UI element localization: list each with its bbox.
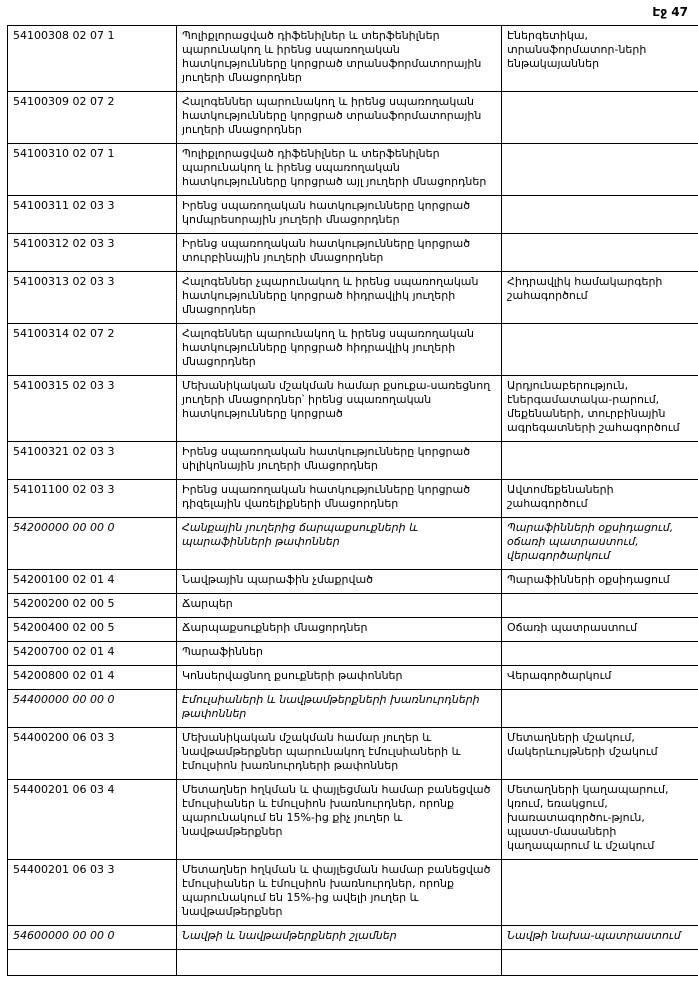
code-cell: 54100311 02 03 3 [8,196,177,234]
code-cell: 54200800 02 01 4 [8,666,177,690]
table-row [8,594,698,618]
table-row [8,518,698,570]
table-row [8,860,698,926]
description-cell: Նավթային պարաֆին չմաքրված [177,570,502,594]
code-cell: 54100308 02 07 1 [8,26,177,92]
table-row [8,570,698,594]
code-cell: 54400201 06 03 3 [8,860,177,926]
description-cell: Հանքային յուղերից ճարպաքսուքների և պարաֆինների թափոններ [177,518,502,570]
code-cell: 54100314 02 07 2 [8,324,177,376]
description-cell: Ճարպաքսուքների մնացորդներ [177,618,502,642]
note-cell [502,690,698,728]
note-cell [502,196,698,234]
code-cell: 54200400 02 00 5 [8,618,177,642]
description-cell: Մեխանիկական մշակման համար յուղեր և նավթամթերքներ պարունակող էմուլսիաների և էմուլսիոն խառնուրդների թափոններ [177,728,502,780]
table-row [8,642,698,666]
note-cell [502,642,698,666]
code-cell: 54200000 00 00 0 [8,518,177,570]
table-row [8,780,698,860]
note-cell: Հիդրավլիկ համակարգերի շահագործում [502,272,698,324]
code-cell: 54400200 06 03 3 [8,728,177,780]
table-row [8,442,698,480]
description-cell: Նավթի և նավթամթերքների շլամներ [177,926,502,950]
description-cell: Էմուլսիաների և նավթամթերքների խառնուրդների թափոններ [177,690,502,728]
code-cell: 54200100 02 01 4 [8,570,177,594]
note-cell: Օճառի պատրաստում [502,618,698,642]
description-cell: Մեխանիկական մշակման համար քսուքա-սառեցնող յուղերի մնացորդներ՝ իրենց սպառողական հատկությունները կորցրած [177,376,502,442]
description-cell: Իրենց սպառողական հատկությունները կորցրած դիզելային վառելիքների մնացորդներ [177,480,502,518]
table-row [8,376,698,442]
note-cell: Արդյունաբերություն, էներգամատակա-րարում, մեքենաների, տուրբինային ագրեգատների շահագործում [502,376,698,442]
table-row [8,926,698,950]
code-cell: 54100321 02 03 3 [8,442,177,480]
description-cell: Կոնսերվացնող քսուքների թափոններ [177,666,502,690]
table-row [8,690,698,728]
code-cell: 54100313 02 03 3 [8,272,177,324]
note-cell [502,950,698,976]
code-cell [8,950,177,976]
note-cell: Վերագործարկում [502,666,698,690]
description-cell: Իրենց սպառողական հատկությունները կորցրած տուրբինային յուղերի մնացորդներ [177,234,502,272]
note-cell: Նավթի նախա-պատրաստում [502,926,698,950]
description-cell: Մետաղներ հղկման և փայլեցման համար բանեցված էմուլսիաներ և էմուլսիոն խառնուրդներ, որոնք պարունակում են 15%-ից քիչ յուղեր և նավթամթերքներ [177,780,502,860]
table-row [8,196,698,234]
code-cell: 54100309 02 07 2 [8,92,177,144]
note-cell [502,234,698,272]
note-cell: Ավտոմեքենաների շահագործում [502,480,698,518]
code-cell: 54100310 02 07 1 [8,144,177,196]
code-cell: 54400000 00 00 0 [8,690,177,728]
description-cell: Հալոգեններ պարունակող և իրենց սպառողական հատկությունները կորցրած տրանսֆորմատորային յուղերի մնացորդներ [177,92,502,144]
table-row [8,666,698,690]
note-cell: Մետաղների կաղապարում, կռում, եռակցում, խառատագործու-թյուն, պլաստ-մասաների կաղապարում և մշակում [502,780,698,860]
code-cell: 54100312 02 03 3 [8,234,177,272]
table-row [8,144,698,196]
table-row [8,950,698,976]
note-cell [502,594,698,618]
code-cell: 54600000 00 00 0 [8,926,177,950]
description-cell: Իրենց սպառողական հատկությունները կորցրած կոմպրեսորային յուղերի մնացորդներ [177,196,502,234]
table-row [8,234,698,272]
code-cell: 54200200 02 00 5 [8,594,177,618]
description-cell [177,950,502,976]
waste-table-body [8,26,698,976]
waste-classification-table [7,25,698,976]
table-row [8,728,698,780]
table-row [8,480,698,518]
note-cell [502,324,698,376]
description-cell: Ճարպեր [177,594,502,618]
description-cell: Պարաֆիններ [177,642,502,666]
table-row [8,92,698,144]
note-cell: Պարաֆինների օքսիդացում [502,570,698,594]
note-cell [502,860,698,926]
code-cell: 54101100 02 03 3 [8,480,177,518]
table-row [8,618,698,642]
note-cell [502,442,698,480]
code-cell: 54400201 06 03 4 [8,780,177,860]
note-cell [502,92,698,144]
description-cell: Պոլիքլորացված դիֆենիլներ և տերֆենիլներ պարունակող և իրենց սպառողական հատկությունները կորցրած տրանսֆորմատորային յուղերի մնացորդներ [177,26,502,92]
note-cell: Մետաղների մշակում, մակերևույթների մշակում [502,728,698,780]
note-cell: Պարաֆինների օքսիդացում, օճառի պատրաստում, վերագործարկում [502,518,698,570]
table-row [8,272,698,324]
table-row [8,26,698,92]
page-number: Էջ 47 [652,5,688,19]
table-row [8,324,698,376]
description-cell: Պոլիքլորացված դիֆենիլներ և տերֆենիլներ պարունակող և իրենց սպառողական հատկությունները կորցրած այլ յուղերի մնացորդներ [177,144,502,196]
description-cell: Իրենց սպառողական հատկությունները կորցրած սիլիկոնային յուղերի մնացորդներ [177,442,502,480]
description-cell: Հալոգեններ չպարունակող և իրենց սպառողական հատկությունները կորցրած հիդրավլիկ յուղերի մնացորդներ [177,272,502,324]
code-cell: 54200700 02 01 4 [8,642,177,666]
note-cell: Էներգետիկա, տրանսֆորմատոր-ների ենթակայաններ [502,26,698,92]
code-cell: 54100315 02 03 3 [8,376,177,442]
description-cell: Հալոգեններ պարունակող և իրենց սպառողական հատկությունները կորցրած հիդրավլիկ յուղերի մնացորդներ [177,324,502,376]
note-cell [502,144,698,196]
description-cell: Մետաղներ հղկման և փայլեցման համար բանեցված էմուլսիաներ և էմուլսիոն խառնուրդներ, որոնք պարունակում են 15%-ից ավելի յուղեր և նավթամթերքներ [177,860,502,926]
